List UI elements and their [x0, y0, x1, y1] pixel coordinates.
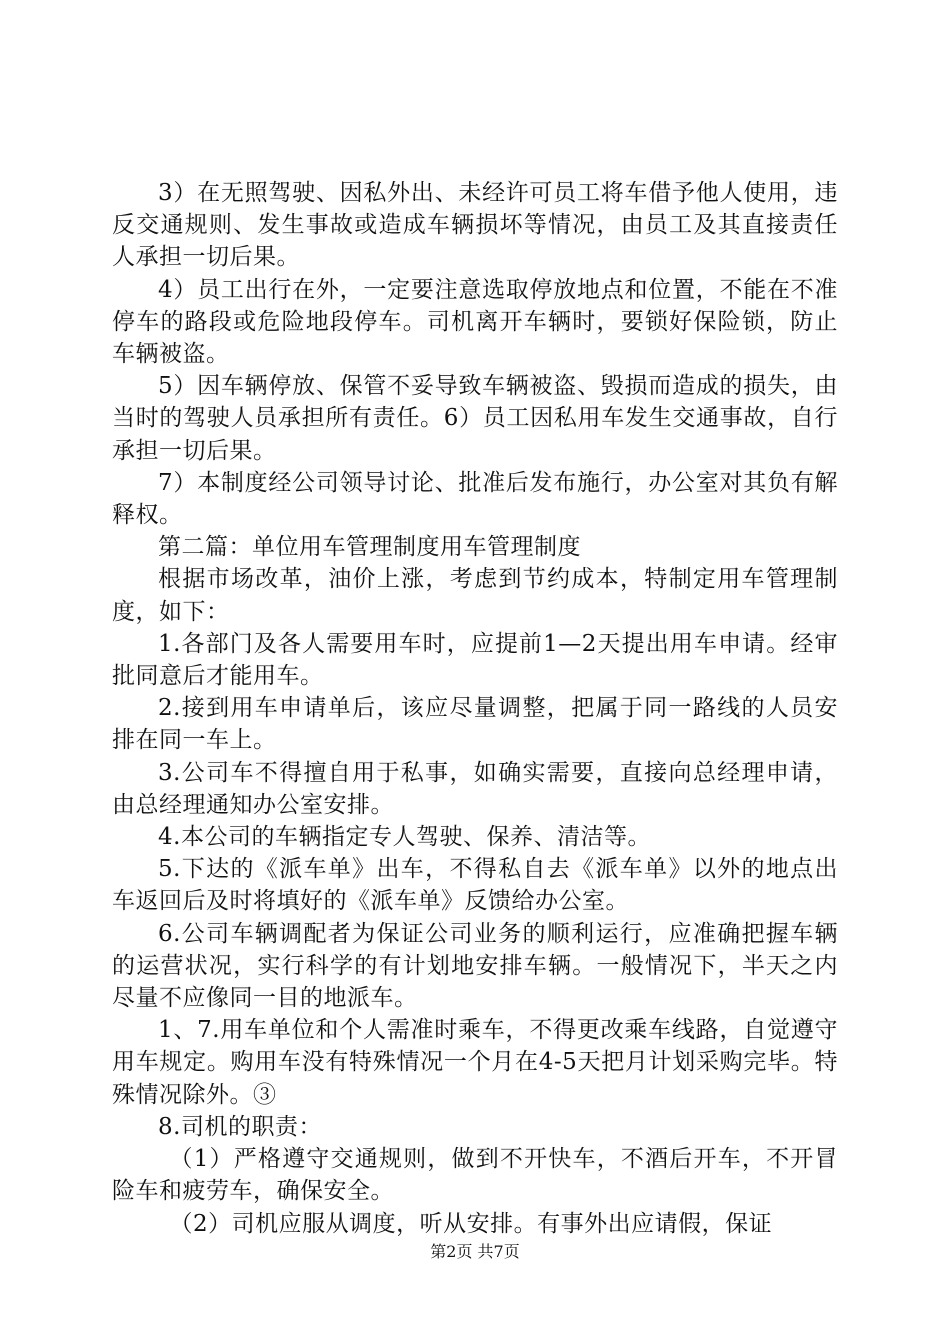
paragraph-intro: 根据市场改革，油价上涨，考虑到节约成本，特制定用车管理制度，如下： [112, 566, 838, 625]
paragraph-rule-5-6: 5）因车辆停放、保管不妥导致车辆被盗、毁损而造成的损失，由当时的驾驶人员承担所有责任。6）员工因私用车发生交通事故，自行承担一切后果。 [112, 373, 838, 464]
paragraph-item-3: 3.公司车不得擅自用于私事，如确实需要，直接向总经理申请，由总经理通知办公室安排。 [112, 759, 838, 818]
paragraph-item-4: 4.本公司的车辆指定专人驾驶、保养、清洁等。 [158, 824, 651, 851]
paragraph-rule-4: 4）员工出行在外，一定要注意选取停放地点和位置，不能在不准停车的路段或危险地段停车。司机离开车辆时，要锁好保险锁，防止车辆被盗。 [112, 276, 838, 368]
paragraph-item-6: 6.公司车辆调配者为保证公司业务的顺利运行，应准确把握车辆的运营状况，实行科学的有计划地安排车辆。一般情况下，半天之内尽量不应像同一目的地派车。 [112, 920, 838, 1012]
section-heading: 第二篇：单位用车管理制度用车管理制度 [158, 534, 581, 561]
paragraph-duty-1: （1）严格遵守交通规则，做到不开快车，不酒后开车，不开冒险车和疲劳车，确保安全。 [112, 1146, 838, 1205]
paragraph-duty-2: （2）司机应服从调度，听从安排。有事外出应请假，保证 [169, 1210, 773, 1237]
document-body [112, 177, 838, 1240]
paragraph-item-7: 1、7.用车单位和个人需准时乘车，不得更改乘车线路，自觉遵守用车规定。购用车没有特殊情况一个月在4-5天把月计划采购完毕。特殊情况除外。③ [112, 1017, 838, 1108]
page-number: 第2页 共7页 [430, 1242, 520, 1261]
paragraph-item-2: 2.接到用车申请单后，该应尽量调整，把属于同一路线的人员安排在同一车上。 [112, 695, 838, 754]
paragraph-rule-7: 7）本制度经公司领导讨论、批准后发布施行，办公室对其负有解释权。 [112, 469, 838, 529]
paragraph-item-8: 8.司机的职责： [158, 1113, 322, 1140]
paragraph-item-5: 5.下达的《派车单》出车，不得私自去《派车单》以外的地点出车返回后及时将填好的《派车单》反馈给办公室。 [112, 856, 838, 915]
paragraph-rule-3: 3）在无照驾驶、因私外出、未经许可员工将车借予他人使用，违反交通规则、发生事故或造成车辆损坏等情况，由员工及其直接责任人承担一切后果。 [112, 180, 838, 271]
paragraph-item-1: 1.各部门及各人需要用车时，应提前1—2天提出用车申请。经审批同意后才能用车。 [112, 630, 838, 690]
